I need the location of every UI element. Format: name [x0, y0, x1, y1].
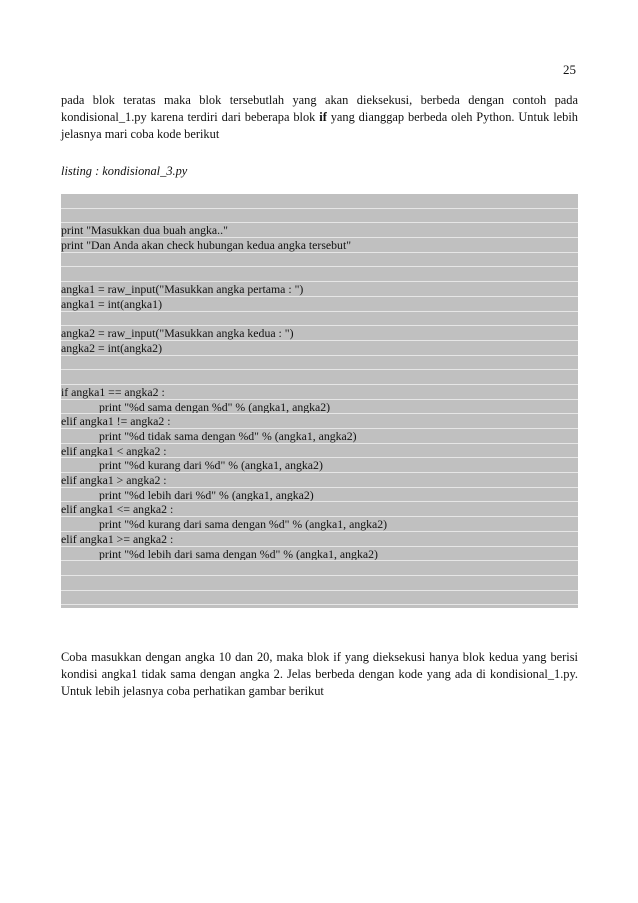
code-line: elif angka1 < angka2 : [61, 444, 578, 459]
code-line [61, 576, 578, 591]
code-line: print "Masukkan dua buah angka.." [61, 223, 578, 238]
code-line: print "%d sama dengan %d" % (angka1, angka2) [61, 400, 578, 415]
code-line: angka1 = int(angka1) [61, 297, 578, 312]
code-line: print "%d lebih dari %d" % (angka1, angka2) [61, 488, 578, 503]
code-line: elif angka1 != angka2 : [61, 414, 578, 429]
intro-text-start: pada blok teratas maka blok tersebutlah yang akan dieksekusi, berbeda dengan contoh pada kondisional_1.py karena terdiri dari beberapa blok [61, 93, 578, 124]
code-line: elif angka1 <= angka2 : [61, 502, 578, 517]
code-line [61, 356, 578, 371]
code-line: print "%d kurang dari %d" % (angka1, angka2) [61, 458, 578, 473]
explanation-text: Coba masukkan dengan angka 10 dan 20, maka blok if yang dieksekusi hanya blok kedua yang berisi kondisi angka1 tidak sama dengan angka 2. Jelas berbeda dengan kode yang ada di kondisional_1.py. Untuk lebih jelasnya coba perhatikan gambar berikut [61, 650, 578, 698]
intro-paragraph [61, 92, 578, 143]
code-line [61, 370, 578, 385]
code-line: angka2 = raw_input("Masukkan angka kedua : ") [61, 326, 578, 341]
code-line: if angka1 == angka2 : [61, 385, 578, 400]
code-line [61, 561, 578, 576]
code-listing [61, 194, 578, 608]
code-line: print "%d tidak sama dengan %d" % (angka1, angka2) [61, 429, 578, 444]
code-line: print "%d kurang dari sama dengan %d" % (angka1, angka2) [61, 517, 578, 532]
intro-text-end: yang dianggap berbeda oleh Python. Untuk lebih jelasnya mari coba kode berikut [61, 110, 578, 141]
code-line: angka2 = int(angka2) [61, 341, 578, 356]
page-number: 25 [563, 62, 576, 77]
code-line [61, 253, 578, 268]
listing-caption: listing : kondisional_3.py [61, 164, 188, 178]
code-line: elif angka1 > angka2 : [61, 473, 578, 488]
code-line [61, 267, 578, 282]
code-line: elif angka1 >= angka2 : [61, 532, 578, 547]
code-line: print "Dan Anda akan check hubungan kedua angka tersebut" [61, 238, 578, 253]
if-keyword: if [319, 110, 327, 124]
code-line [61, 591, 578, 606]
code-line: angka1 = raw_input("Masukkan angka pertama : ") [61, 282, 578, 297]
code-line [61, 209, 578, 224]
code-line: print "%d lebih dari sama dengan %d" % (angka1, angka2) [61, 547, 578, 562]
code-line [61, 194, 578, 209]
code-line [61, 312, 578, 327]
explanation-paragraph [61, 649, 578, 700]
